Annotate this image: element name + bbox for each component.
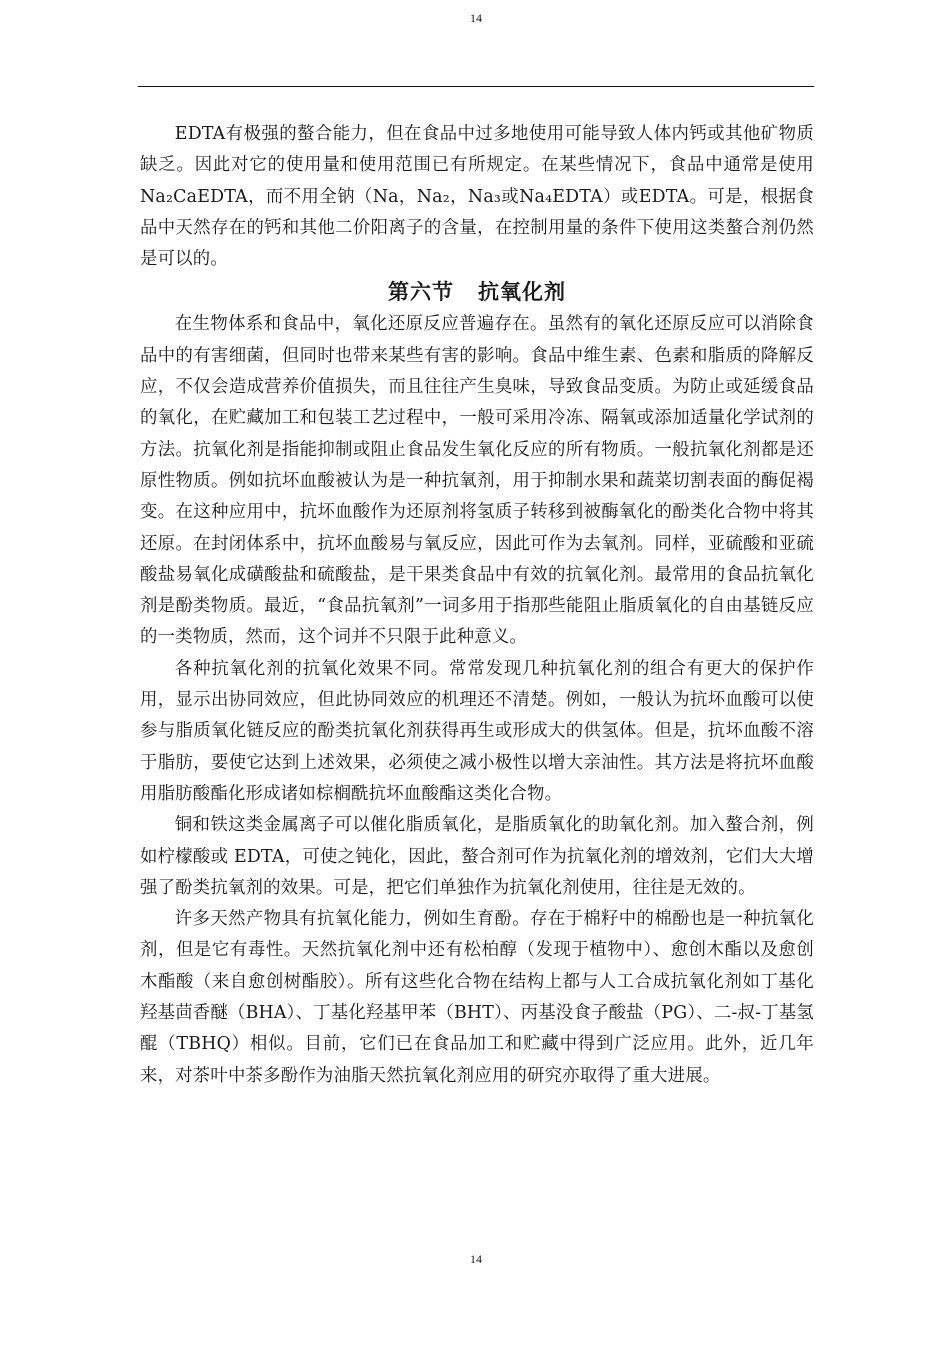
paragraph-2: 各种抗氧化剂的抗氧化效果不同。常常发现几种抗氧化剂的组合有更大的保护作用，显示出协同效应，但此协同效应的机理还不清楚。例如，一般认为抗坏血酸可以使参与脂质氧化链反应的酚类抗氧化剂获得再生或形成大的供氢体。但是，抗坏血酸不溶于脂肪，要使它达到上述效果，必须使之减小极性以增大亲油性。其方法是将抗坏血酸用脂肪酸酯化形成诸如棕榈酰抗坏血酸酯这类化合物。 xyxy=(140,658,814,804)
page-content xyxy=(140,119,814,1092)
section-number: 第六节 xyxy=(388,280,454,305)
header-rule xyxy=(138,86,814,87)
section-title: 抗氧化剂 xyxy=(478,280,566,305)
paragraph-edta: EDTA有极强的螯合能力，但在食品中过多地使用可能导致人体内钙或其他矿物质缺乏。因此对它的使用量和使用范围已有所规定。在某些情况下，食品中通常是使用Na₂CaEDTA，而不用全钠（Na，Na₂，Na₃或Na₄EDTA）或EDTA。可是，根据食品中天然存在的钙和其他二价阳离子的含量，在控制用量的条件下使用这类螯合剂仍然是可以的。 xyxy=(140,124,814,270)
paragraph-4: 许多天然产物具有抗氧化能力，例如生育酚。存在于棉籽中的棉酚也是一种抗氧化剂，但是它有毒性。天然抗氧化剂中还有松柏醇（发现于植物中）、愈创木酯以及愈创木酯酸（来自愈创树酯胶）。所有这些化合物在结构上都与人工合成抗氧化剂如丁基化羟基茴香醚（BHA）、丁基化羟基甲苯（BHT）、丙基没食子酸盐（PG）、二-叔-丁基氢醌（TBHQ）相似。目前，它们已在食品加工和贮藏中得到广泛应用。此外，近几年来，对茶叶中茶多酚作为油脂天然抗氧化剂应用的研究亦取得了重大进展。 xyxy=(140,909,814,1086)
section-heading xyxy=(140,275,814,309)
paragraph-1: 在生物体系和食品中，氧化还原反应普遍存在。虽然有的氧化还原反应可以消除食品中的有害细菌，但同时也带来某些有害的影响。食品中维生素、色素和脂质的降解反应，不仅会造成营养价值损失，而且往往产生臭味，导致食品变质。为防止或延缓食品的氧化，在贮藏加工和包装工艺过程中，一般可采用冷冻、隔氧或添加适量化学试剂的方法。抗氧化剂是指能抑制或阻止食品发生氧化反应的所有物质。一般抗氧化剂都是还原性物质。例如抗坏血酸被认为是一种抗氧剂，用于抑制水果和蔬菜切割表面的酶促褐变。在这种应用中，抗坏血酸作为还原剂将氢质子转移到被酶氧化的酚类化合物中将其还原。在封闭体系中，抗坏血酸易与氧反应，因此可作为去氧剂。同样，亚硫酸和亚硫酸盐易氧化成磺酸盐和硫酸盐，是干果类食品中有效的抗氧化剂。最常用的食品抗氧化剂是酚类物质。最近，“食品抗氧剂”一词多用于指那些能阻止脂质氧化的自由基链反应的一类物质，然而，这个词并不只限于此种意义。 xyxy=(140,314,814,648)
paragraph-3: 铜和铁这类金属离子可以催化脂质氧化，是脂质氧化的助氧化剂。加入螯合剂，例如柠檬酸或 EDTA，可使之钝化，因此，螯合剂可作为抗氧化剂的增效剂，它们大大增强了酚类抗氧剂的效果。可是，把它们单独作为抗氧化剂使用，往往是无效的。 xyxy=(140,815,814,898)
page-number-top: 14 xyxy=(470,11,482,25)
page-number-bottom: 14 xyxy=(470,1252,482,1266)
